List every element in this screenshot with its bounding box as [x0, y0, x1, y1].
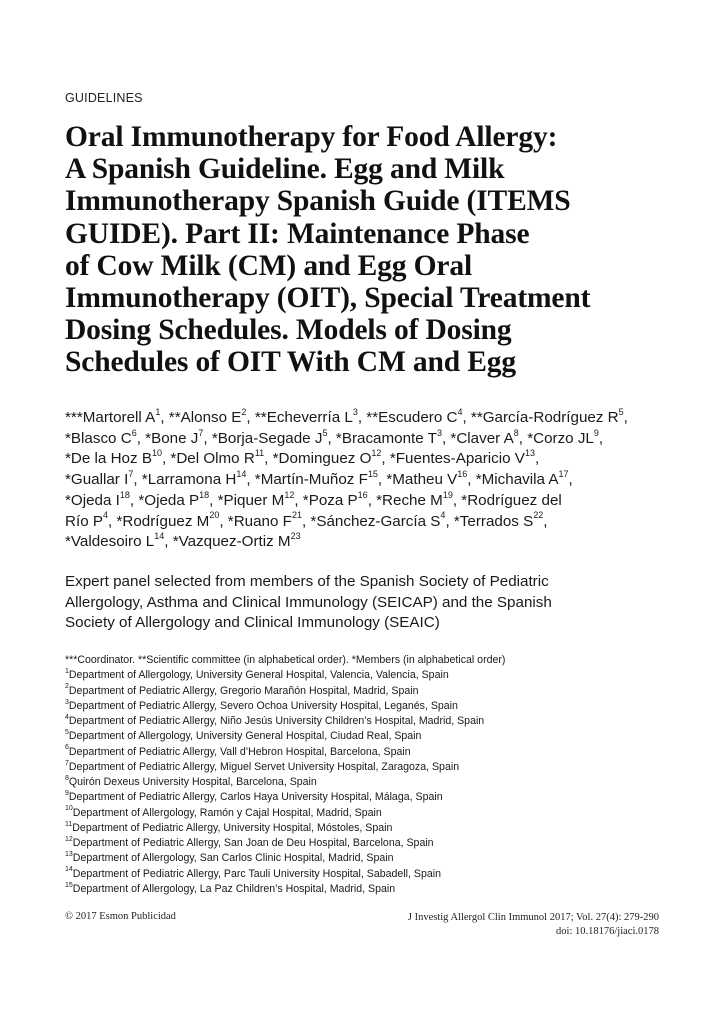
author-separator: , [377, 471, 387, 489]
author-affiliation-number: 15 [367, 469, 378, 480]
affiliation-text: Department of Allergology, University General Hospital, Valencia, Valencia, Spain [68, 669, 449, 682]
affiliation-item [65, 775, 665, 790]
affiliation-text: Department of Pediatric Allergy, Parc Tauli University Hospital, Sabadell, Spain [72, 867, 442, 880]
author-affiliation-number: 10 [151, 448, 162, 459]
author-affiliation-number: 18 [119, 489, 130, 500]
author-separator: , [441, 429, 451, 447]
affiliation-item [65, 790, 665, 805]
affiliation-text: Department of Pediatric Allergy, Gregorio Marañón Hospital, Madrid, Spain [68, 684, 419, 697]
author-name: *Bracamonte T [335, 429, 437, 447]
author-name: *Sánchez-García S [310, 512, 441, 530]
author-name: *Ojeda P [138, 491, 200, 509]
author-affiliation-number: 11 [254, 448, 265, 459]
author-name: Río P [65, 512, 103, 530]
author-name: *Dominguez O [272, 450, 372, 468]
author-affiliation-number: 1 [155, 406, 161, 417]
author-affiliation-number: 14 [154, 531, 165, 542]
affiliation-text: Department of Allergology, San Carlos Clinic Hospital, Madrid, Spain [72, 852, 394, 865]
author-name: *Claver A [450, 429, 514, 447]
title-line: Dosing Schedules. Models of Dosing [65, 314, 512, 347]
affiliations [65, 653, 665, 897]
author-affiliation-number: 7 [128, 469, 134, 480]
author-list [65, 408, 665, 553]
affiliation-text: Department of Pediatric Allergy, Niño Jesús University Children’s Hospital, Madrid, Spain [68, 715, 485, 727]
author-name: *Ruano F [227, 512, 292, 530]
author-line [65, 532, 665, 553]
title-line: GUIDE). Part II: Maintenance Phase [65, 217, 530, 250]
author-name: *Del Olmo R [170, 450, 255, 468]
author-separator: , [623, 409, 628, 426]
title-line: Schedules of OIT With CM and Egg [65, 346, 516, 379]
author-name: *Rodríguez del [461, 491, 562, 509]
author-affiliation-number: 17 [558, 469, 569, 480]
author-separator: , [246, 471, 255, 489]
article-title [65, 121, 675, 379]
author-separator: , [568, 471, 573, 489]
author-line [65, 408, 665, 429]
affiliation-item [65, 760, 665, 775]
author-name: *Ojeda I [65, 491, 120, 509]
affiliation-number: 3 [65, 698, 69, 706]
author-separator: , [327, 429, 336, 447]
author-name: **García-Rodríguez R [470, 409, 619, 426]
author-affiliation-number: 7 [198, 427, 204, 438]
title-line: A Spanish Guideline. Egg and Milk [65, 153, 505, 186]
author-affiliation-number: 12 [284, 489, 295, 500]
author-affiliation-number: 6 [131, 427, 137, 438]
author-affiliation-number: 4 [440, 510, 446, 521]
author-affiliation-number: 4 [102, 510, 108, 521]
affiliation-item [65, 684, 665, 699]
affiliation-number: 15 [65, 881, 73, 889]
author-name: *Larramona H [141, 471, 237, 489]
affiliation-list [65, 668, 665, 897]
author-separator: , [467, 471, 476, 489]
author-separator: , [452, 491, 462, 509]
panel-line: Society of Allergology and Clinical Immunology (SEAIC) [65, 614, 440, 631]
doi: doi: 10.18176/jiaci.0178 [556, 926, 659, 937]
author-name: *De la Hoz B [65, 450, 152, 468]
author-affiliation-number: 23 [290, 531, 301, 542]
panel-line: Expert panel selected from members of the Spanish Society of Pediatric [65, 573, 549, 590]
affiliation-item [65, 745, 665, 760]
affiliation-number: 14 [65, 866, 73, 874]
author-line [65, 429, 665, 450]
affiliation-text: Department of Allergology, University General Hospital, Ciudad Real, Spain [68, 730, 422, 743]
affiliation-text: Department of Pediatric Allergy, Vall d’Hebron Hospital, Barcelona, Spain [68, 745, 411, 758]
author-separator: , [381, 450, 390, 468]
copyright: © 2017 Esmon Publicidad [65, 911, 176, 922]
author-name: *Valdesoiro L [65, 533, 155, 551]
author-affiliation-number: 22 [533, 510, 544, 521]
author-affiliation-number: 14 [236, 469, 247, 480]
author-separator: , [534, 450, 540, 468]
affiliation-item [65, 836, 665, 851]
affiliation-text: Department of Pediatric Allergy, San Joan de Deu Hospital, Barcelona, Spain [72, 837, 434, 849]
author-affiliation-number: 12 [371, 448, 382, 459]
author-separator: , [164, 533, 173, 551]
expert-panel-statement [65, 572, 665, 634]
author-separator: , [219, 512, 228, 530]
section-label: GUIDELINES [65, 91, 143, 105]
author-name: *Rodríguez M [116, 512, 210, 530]
author-separator: , [445, 512, 454, 530]
author-name: *Martín-Muñoz F [254, 471, 368, 489]
author-separator: , [543, 512, 548, 530]
author-affiliation-number: 13 [524, 448, 535, 459]
affiliation-text: Department of Pediatric Allergy, Miguel Servet University Hospital, Zaragoza, Spain [68, 760, 460, 773]
affiliation-number: 11 [65, 820, 73, 828]
affiliation-item [65, 714, 665, 729]
title-line: Immunotherapy (OIT), Special Treatment [65, 282, 591, 315]
affiliation-text: Department of Allergology, Ramón y Cajal Hospital, Madrid, Spain [72, 806, 382, 819]
journal-citation: J Investig Allergol Clin Immunol 2017; Vol. 27(4): 279-290 [407, 912, 659, 923]
author-separator: , [462, 409, 471, 426]
author-name: *Bone J [145, 429, 199, 447]
author-affiliation-number: 8 [513, 427, 519, 438]
author-line [65, 491, 665, 512]
author-separator: , [133, 471, 142, 489]
author-affiliation-number: 5 [618, 406, 624, 417]
author-name: *Matheu V [386, 471, 458, 489]
author-line [65, 449, 665, 470]
affiliation-item [65, 867, 665, 882]
author-name: *Borja-Segade J [211, 429, 323, 447]
author-line [65, 470, 665, 491]
author-separator: , [161, 450, 171, 468]
affiliation-number: 5 [65, 729, 69, 737]
author-affiliation-number: 20 [209, 510, 220, 521]
affiliation-number: 12 [65, 835, 73, 843]
author-name: **Escudero C [366, 409, 458, 426]
author-separator: , [301, 512, 311, 530]
author-name: *Guallar I [65, 471, 129, 489]
author-separator: , [518, 429, 528, 447]
author-name: *Michavila A [475, 471, 559, 489]
affiliation-number: 8 [65, 774, 69, 782]
affiliation-item [65, 729, 665, 744]
author-affiliation-number: 4 [457, 406, 463, 417]
author-line [65, 512, 665, 533]
affiliation-number: 2 [65, 683, 69, 691]
author-separator: , [246, 409, 255, 426]
author-name: **Alonso E [168, 409, 242, 426]
author-separator: , [136, 429, 146, 447]
author-name: *Corzo JL [527, 429, 594, 447]
title-line: Immunotherapy Spanish Guide (ITEMS [65, 185, 571, 218]
author-separator: , [264, 450, 273, 468]
affiliation-number: 1 [65, 668, 69, 676]
author-separator: , [129, 491, 139, 509]
affiliation-note: ***Coordinator. **Scientific committee (in alphabetical order). *Members (in alphabetical order) [65, 654, 506, 666]
affiliation-number: 7 [65, 759, 69, 767]
author-name: *Fuentes-Aparicio V [389, 450, 525, 468]
affiliation-text: Department of Allergology, La Paz Children’s Hospital, Madrid, Spain [72, 882, 396, 895]
author-name: *Terrados S [453, 512, 534, 530]
author-name: *Vazquez-Ortiz M [172, 533, 291, 551]
author-name: **Echeverría L [254, 409, 353, 426]
author-name: *Blasco C [65, 429, 132, 447]
author-affiliation-number: 3 [352, 406, 358, 417]
author-name: *Piquer M [217, 491, 285, 509]
author-affiliation-number: 9 [593, 427, 599, 438]
affiliation-item [65, 882, 665, 897]
affiliation-number: 6 [65, 744, 69, 752]
affiliation-number: 9 [65, 790, 69, 798]
author-affiliation-number: 5 [322, 427, 328, 438]
affiliation-item [65, 699, 665, 714]
author-name: ***Martorell A [65, 409, 156, 426]
title-line: of Cow Milk (CM) and Egg Oral [65, 249, 472, 282]
author-separator: , [160, 409, 169, 426]
author-affiliation-number: 2 [241, 406, 247, 417]
author-affiliation-number: 3 [436, 427, 442, 438]
affiliation-item [65, 851, 665, 866]
affiliation-item [65, 806, 665, 821]
author-separator: , [357, 409, 367, 426]
author-affiliation-number: 16 [457, 469, 468, 480]
affiliation-text: Quirón Dexeus University Hospital, Barcelona, Spain [68, 776, 317, 788]
panel-line: Allergology, Asthma and Clinical Immunology (SEICAP) and the Spanish [65, 593, 552, 611]
citation-block [408, 911, 659, 939]
author-affiliation-number: 19 [442, 489, 453, 500]
author-affiliation-number: 16 [357, 489, 368, 500]
affiliation-number: 4 [65, 713, 69, 721]
author-separator: , [203, 429, 212, 447]
author-name: *Reche M [376, 491, 443, 509]
affiliation-text: Department of Pediatric Allergy, Severo Ochoa University Hospital, Leganés, Spain [68, 699, 458, 712]
affiliation-item [65, 668, 665, 683]
affiliation-number: 10 [65, 805, 73, 813]
author-separator: , [209, 491, 218, 509]
affiliation-text: Department of Pediatric Allergy, University Hospital, Móstoles, Spain [72, 821, 393, 834]
author-separator: , [294, 491, 303, 509]
author-name: *Poza P [302, 491, 358, 509]
author-affiliation-number: 18 [199, 489, 210, 500]
author-separator: , [598, 429, 604, 447]
affiliation-item [65, 821, 665, 836]
author-separator: , [108, 512, 117, 530]
author-separator: , [367, 491, 377, 509]
title-line: Oral Immunotherapy for Food Allergy: [65, 121, 558, 153]
author-affiliation-number: 21 [291, 510, 302, 521]
affiliation-text: Department of Pediatric Allergy, Carlos Haya University Hospital, Málaga, Spain [68, 791, 443, 804]
affiliation-number: 13 [65, 851, 73, 859]
